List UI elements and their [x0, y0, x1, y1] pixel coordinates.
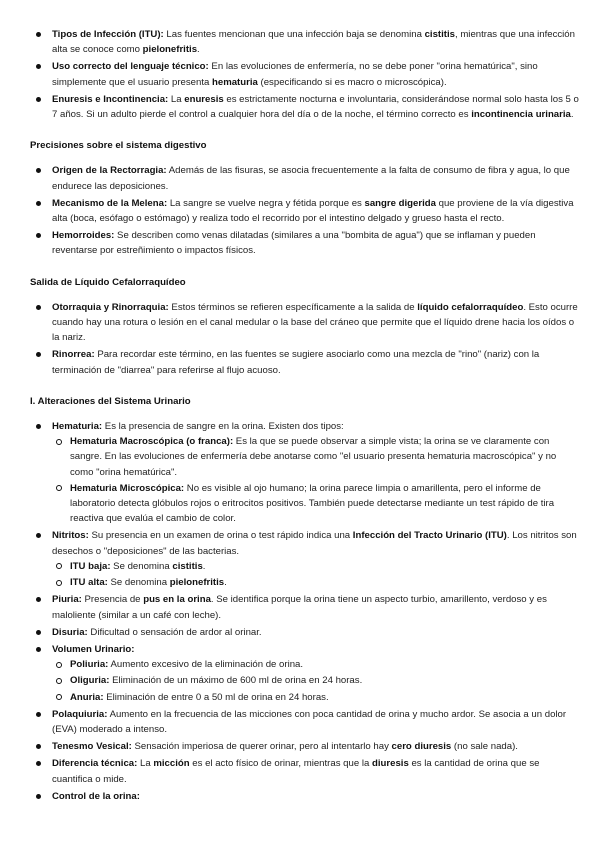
list-item [30, 163, 580, 193]
bold-term: Enuresis e Incontinencia: [52, 93, 169, 105]
bold-term: cistitis [424, 29, 455, 40]
list-item [30, 228, 580, 258]
bold-term: Mecanismo de la Melena: [52, 197, 168, 209]
bold-term: pus en la orina [143, 594, 211, 606]
item-text: es la cantidad de orina que se cuantifica o mide. [52, 758, 540, 785]
bold-term: hematuria [212, 76, 258, 88]
item-text: . Esto ocurre cuando hay una rotura o lesión en el canal medular o la base del cráneo que permite que el líquido drene hacia los oídos o la nariz. [52, 301, 578, 344]
item-text: Es la presencia de sangre en la orina. Existen dos tipos: [102, 421, 344, 433]
item-text: . [224, 577, 227, 589]
list-item [30, 27, 580, 57]
item-text: Para recordar este término, en las fuentes se sugiere asociarlo como una mezcla de "rino" (nariz) con la terminación de "diarrea" para referirse al flujo acuoso. [52, 349, 540, 376]
item-text: , mientras que una infección alta se conoce como [52, 29, 575, 56]
item-text: Se denomina [107, 577, 170, 589]
sub-list [52, 434, 580, 526]
item-text: Eliminación de entre 0 a 50 ml de orina en 24 horas. [103, 691, 329, 703]
item-text: Aumento en la frecuencia de las micciones con poca cantidad de orina y mucho ardor. Se asocia a un dolor (EVA) moderado a intenso. [52, 708, 567, 735]
sub-list [52, 657, 580, 705]
item-text: (no sale nada). [451, 741, 518, 753]
item-text: es el acto físico de orinar, mientras que la [189, 758, 372, 770]
item-text: Las fuentes mencionan que una infección baja se denomina [163, 29, 425, 40]
item-text: La [168, 93, 185, 105]
bold-term: Anuria: [70, 691, 104, 703]
bold-term: Oliguria: [70, 675, 110, 687]
sub-list-item [52, 657, 580, 672]
item-text: . [570, 109, 574, 121]
list-item [30, 196, 580, 226]
list-item [30, 347, 580, 377]
bold-term: Infección del Tracto Urinario (ITU) [352, 530, 507, 542]
list-infecciones [30, 27, 580, 122]
sub-list-item [52, 559, 580, 574]
bold-term: Hemorroides: [52, 230, 115, 242]
item-text: Aumento excesivo de la eliminación de orina. [108, 659, 304, 671]
list-item [30, 625, 580, 640]
item-text: Es la que se puede observar a simple vista; la orina se ve claramente con sangre. En las evoluciones de enfermería debe anotarse como "el usuario presenta hematuria macroscópica" y no como "orina hematúrica". [70, 436, 557, 478]
item-text: Además de las fisuras, se asocia frecuentemente a la falta de consumo de fibra y agua, lo que endurece las deposiciones. [52, 165, 570, 192]
heading-urinario: I. Alteraciones del Sistema Urinario [30, 395, 191, 407]
sub-list-item [52, 434, 580, 480]
item-text: (especificando si es macro o microscópica). [257, 76, 447, 88]
bold-term: Nitritos: [52, 530, 89, 542]
item-text: La [137, 758, 154, 770]
bold-term: Tipos de Infección (ITU): [52, 29, 164, 40]
bold-term: micción [153, 758, 190, 770]
list-item [30, 642, 580, 705]
list-item [30, 707, 580, 737]
item-text: Se denomina [110, 560, 173, 572]
bold-term: Uso correcto del lenguaje técnico: [52, 61, 209, 73]
bold-term: cero diuresis [391, 741, 452, 753]
bold-term: Otorraquia y Rinorraquia: [52, 301, 169, 313]
list-item [30, 419, 580, 526]
item-text: En las evoluciones de enfermería, no se debe poner "orina hematúrica", sino simplemente que el usuario presenta [52, 61, 538, 88]
bold-term: enuresis [184, 93, 224, 105]
bold-term: Hematuria Macroscópica (o franca): [70, 436, 234, 448]
bold-term: ITU baja: [70, 560, 111, 572]
item-text: . [197, 44, 200, 56]
bold-term: cistitis [172, 560, 203, 572]
bold-term: diuresis [371, 758, 409, 770]
item-text: Su presencia en un examen de orina o test rápido indica una [88, 530, 353, 542]
item-text: La sangre se vuelve negra y fétida porque es [167, 197, 365, 209]
bold-term: líquido cefalorraquídeo [417, 301, 524, 313]
bold-term: Tenesmo Vesical: [52, 741, 132, 753]
bold-term: Volumen Urinario: [52, 643, 135, 655]
sub-list-item [52, 690, 580, 705]
bold-term: ITU alta: [70, 577, 108, 589]
list-item [30, 592, 580, 622]
item-text: Eliminación de un máximo de 600 ml de orina en 24 horas. [109, 675, 363, 687]
bold-term: Control de la orina: [52, 790, 140, 802]
bold-term: pielonefritis [142, 44, 198, 56]
heading-lcr: Salida de Líquido Cefalorraquídeo [30, 276, 186, 288]
item-text: . Se identifica porque la orina tiene un aspecto turbio, amarillento, verdoso y es maloliente (similar a un café con leche). [52, 594, 547, 621]
sub-list-item [52, 481, 580, 527]
sub-list [52, 559, 580, 590]
list-item [30, 739, 580, 754]
item-text: que proviene de la vía digestiva alta (boca, esófago o estómago) y realiza todo el recorrido por el intestino delgado y grueso hasta el recto. [52, 197, 574, 225]
bold-term: Hematuria: [52, 421, 103, 433]
item-text: Presencia de [81, 594, 144, 606]
bold-term: Polaquiuria: [52, 708, 108, 720]
list-lcr [30, 300, 580, 378]
bold-term: Hematuria Microscópica: [70, 482, 185, 494]
bold-term: pielonefritis [169, 577, 225, 589]
bold-term: Poliuria: [70, 659, 109, 671]
list-item [30, 92, 580, 122]
list-item [30, 528, 580, 590]
sub-list-item [52, 673, 580, 688]
list-item [30, 59, 580, 89]
sub-list-item [52, 575, 580, 590]
item-text: Sensación imperiosa de querer orinar, pero al intentarlo hay [131, 741, 392, 753]
item-text: Se describen como venas dilatadas (similares a una "bombita de agua") que se inflaman y pueden reventarse por estreñimiento o impactos físicos. [52, 230, 536, 257]
bold-term: sangre digerida [364, 197, 436, 209]
list-digestivo [30, 163, 580, 258]
item-text: es estrictamente nocturna e involuntaria, considerándose normal solo hasta los 5 o 7 años. Si un adulto pierde el control a cualquier hora del día o de la noche, el término correcto es [52, 93, 579, 121]
bold-term: incontinencia urinaria [471, 109, 571, 121]
bold-term: Piuria: [52, 594, 82, 606]
list-item [30, 789, 580, 804]
item-text: . [202, 560, 206, 572]
list-item [30, 300, 580, 346]
item-text: Dificultad o sensación de ardor al orinar. [87, 626, 262, 638]
bold-term: Diferencia técnica: [52, 758, 138, 770]
list-urinario [30, 419, 580, 804]
item-text: Estos términos se refieren específicamente a la salida de [168, 301, 418, 313]
list-item [30, 756, 580, 786]
item-text: . Los nitritos son desechos o "deposiciones" de las bacterias. [52, 530, 577, 557]
bold-term: Origen de la Rectorragia: [52, 165, 167, 177]
item-text: No es visible al ojo humano; la orina parece limpia o amarillenta, pero el informe de laboratorio detecta glóbulos rojos o eritrocitos positivos. También puede detectarse mediante un test rápido de tira reactiva que evalúa el cambio de color. [70, 482, 555, 525]
bold-term: Rinorrea: [52, 349, 95, 361]
heading-digestivo: Precisiones sobre el sistema digestivo [30, 140, 207, 152]
bold-term: Disuria: [52, 626, 88, 638]
